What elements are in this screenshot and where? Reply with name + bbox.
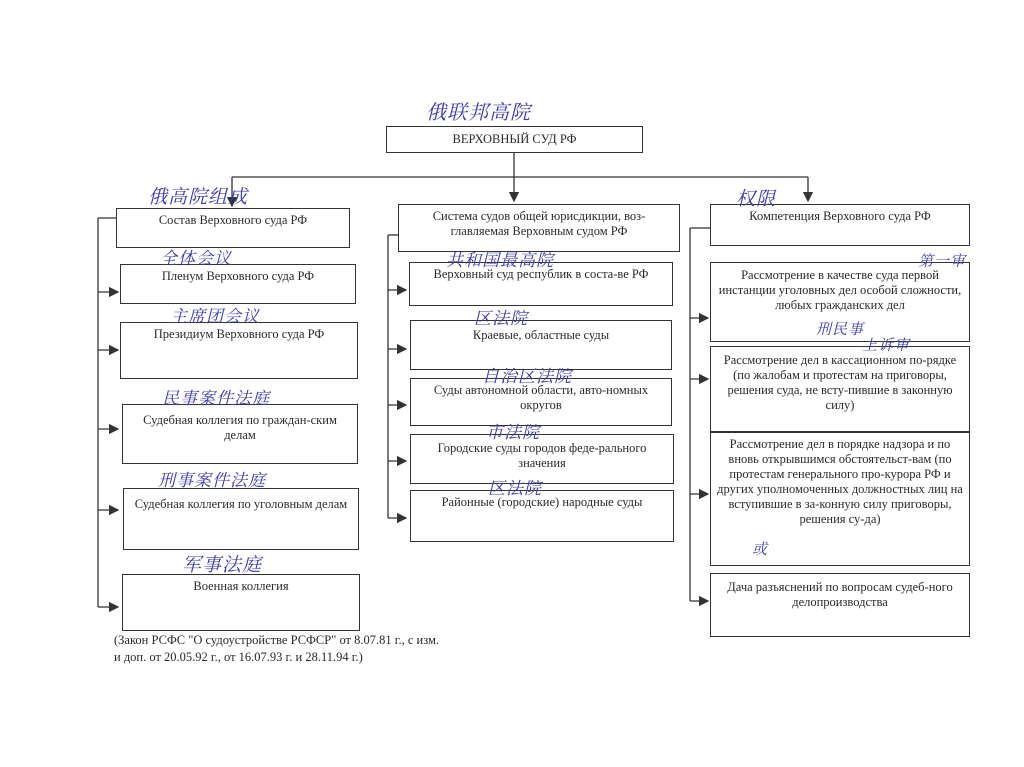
col1-item-presidium [120, 322, 358, 379]
col3-header: Компетенция Верховного суда РФ [749, 209, 931, 223]
col2-header-box [398, 204, 680, 252]
handwritten-col2-item2-note: 区法院 [474, 309, 528, 329]
col2-item-district-courts [410, 490, 674, 542]
col3-item-label: Дача разъяснений по вопросам судеб-ного делопроизводства [727, 580, 953, 609]
handwritten-col1-item1-note: 全体会议 [160, 249, 232, 269]
col1-item-label: Военная коллегия [193, 579, 289, 593]
handwritten-col3-item2-note: 刑民事 [816, 320, 865, 338]
col3-item-cassation [710, 346, 970, 432]
col3-item-supervision [710, 432, 970, 566]
handwritten-col3-header-note: 权限 [736, 188, 777, 210]
col1-item-criminal-collegium [123, 488, 359, 550]
col3-item-label: Рассмотрение дел в порядке надзора и по вновь открывшимся обстоятельст-вам (по протестам генерального про-курора РФ и других уполномоченных должностных лиц на вступившие в за-конную силу приговоры, решения су-да) [717, 437, 963, 526]
col3-item-label: Рассмотрение дел в кассационном по-рядке (по жалобам и протестам на приговоры, решения суда, не всту-пившие в законную силу) [723, 353, 957, 412]
handwritten-col1-item2-note: 主席团会议 [170, 307, 260, 327]
law-footnote-line2: и доп. от 20.05.92 г., от 16.07.93 г. и 28.11.94 г.) [114, 650, 363, 664]
col1-item-label: Судебная коллегия по уголовным делам [134, 497, 348, 511]
law-footnote [114, 632, 439, 666]
law-footnote-line1: (Закон РСФС "О судоустройстве РСФСР" от 8.07.81 г., с изм. [114, 633, 439, 647]
col2-item-label: Районные (городские) народные суды [441, 495, 643, 509]
handwritten-col1-header-note: 俄高院组成 [148, 186, 249, 208]
col2-item-label: Городские суды городов феде-рального значения [437, 441, 647, 470]
handwritten-col2-item3-note: 自治区法院 [482, 367, 572, 387]
col3-item-label: Рассмотрение в качестве суда первой инстанции уголовных дел особой сложности, любых гражданских дел [718, 268, 962, 312]
handwritten-col3-item4-note: 或 [752, 540, 769, 558]
handwritten-col2-item5-note: 区法院 [488, 479, 542, 499]
handwritten-col1-item4-note: 刑事案件法庭 [158, 471, 266, 491]
col1-item-military-collegium [122, 574, 360, 631]
handwritten-col2-item4-note: 市法院 [486, 423, 540, 443]
col2-item-label: Суды автономной области, авто-номных округов [433, 383, 649, 412]
handwritten-col2-item1-note: 共和国最高院 [446, 251, 554, 271]
col1-header: Состав Верховного суда РФ [158, 213, 308, 227]
handwritten-col1-item3-note: 民事案件法庭 [162, 389, 270, 409]
supreme-court-title-box [386, 126, 643, 153]
handwritten-col1-item5-note: 军事法庭 [182, 554, 263, 576]
col2-item-label: Краевые, областные суды [472, 328, 610, 342]
handwritten-col3-item1-note: 第一审 [918, 252, 967, 270]
col1-item-label: Президиум Верховного суда РФ [153, 327, 325, 341]
col1-item-plenum [120, 264, 356, 304]
col2-item-federal-city-courts [410, 434, 674, 484]
col1-item-label: Пленум Верховного суда РФ [161, 269, 315, 283]
col2-item-label: Верховный суд республик в соста-ве РФ [433, 267, 649, 281]
col3-item-clarifications [710, 573, 970, 637]
handwritten-col3-item3-note: 上诉审 [862, 336, 911, 354]
col1-header-box [116, 208, 350, 248]
col2-header: Система судов общей юрисдикции, воз-главляемая Верховным судом РФ [432, 209, 646, 238]
supreme-court-title: ВЕРХОВНЫЙ СУД РФ [452, 132, 577, 146]
handwritten-title-note: 俄联邦高院 [426, 100, 531, 124]
col1-item-label: Судебная коллегия по граждан-ским делам [143, 413, 337, 442]
col1-item-civil-collegium [122, 404, 358, 464]
